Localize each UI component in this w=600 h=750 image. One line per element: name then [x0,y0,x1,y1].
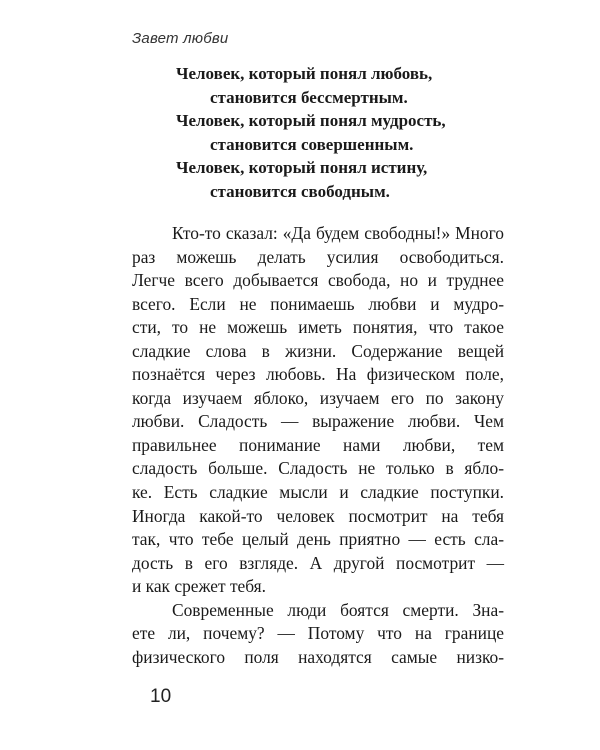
epigraph-line: Человек, который понял любовь, [176,64,433,83]
text-line: когда изучаем яблоко, изучаем его по закону [132,387,504,408]
text-line: Иногда какой-то человек посмотрит на тебя [132,505,504,526]
text-line: ете ли, почему? — Потому что на границе [132,623,504,644]
text-line: и как срежет тебя. [132,576,267,597]
epigraph-line: Человек, который понял мудрость, [176,111,446,131]
epigraph-line: становится совершенным. [210,134,414,154]
text-line: любви. Сладость — выражение любви. Чем [132,411,504,432]
page-number: 10 [150,686,172,707]
epigraph-line: становится свободным. [210,181,390,201]
text-line: Легче всего добывается свобода, но и труднее [132,270,504,291]
text-line: сладкие слова в жизни. Содержание вещей [132,340,504,361]
text-line: раз можешь делать усилия освободиться. [132,246,504,267]
running-head: Завет любви [132,30,229,47]
paragraph-2 [132,599,504,670]
text-line: ке. Есть сладкие мысли и сладкие поступки. [132,482,504,503]
text-line: сладость больше. Сладость не только в ябло- [132,458,504,479]
text-line: так, что тебе целый день приятно — есть сла- [132,529,504,550]
paragraph-1 [132,222,504,599]
text-line: познаётся через любовь. На физическом поле, [132,364,504,385]
text-line: Кто-то сказал: «Да будем свободны!» Много [172,223,504,243]
body-text [132,222,504,669]
text-line: Современные люди боятся смерти. Зна- [172,599,504,620]
text-line: дость в его взгляде. А другой посмотрит — [132,552,504,573]
epigraph [176,62,476,204]
epigraph-line: Человек, который понял истину, [176,158,428,178]
text-line: физического поля находятся самые низко- [132,646,504,667]
text-line: сти, то не можешь иметь понятия, что такое [132,317,504,338]
text-line: правильнее понимание нами любви, тем [132,434,504,455]
text-line: всего. Если не понимаешь любви и мудро- [132,293,504,314]
epigraph-line: становится бессмертным. [210,87,408,107]
